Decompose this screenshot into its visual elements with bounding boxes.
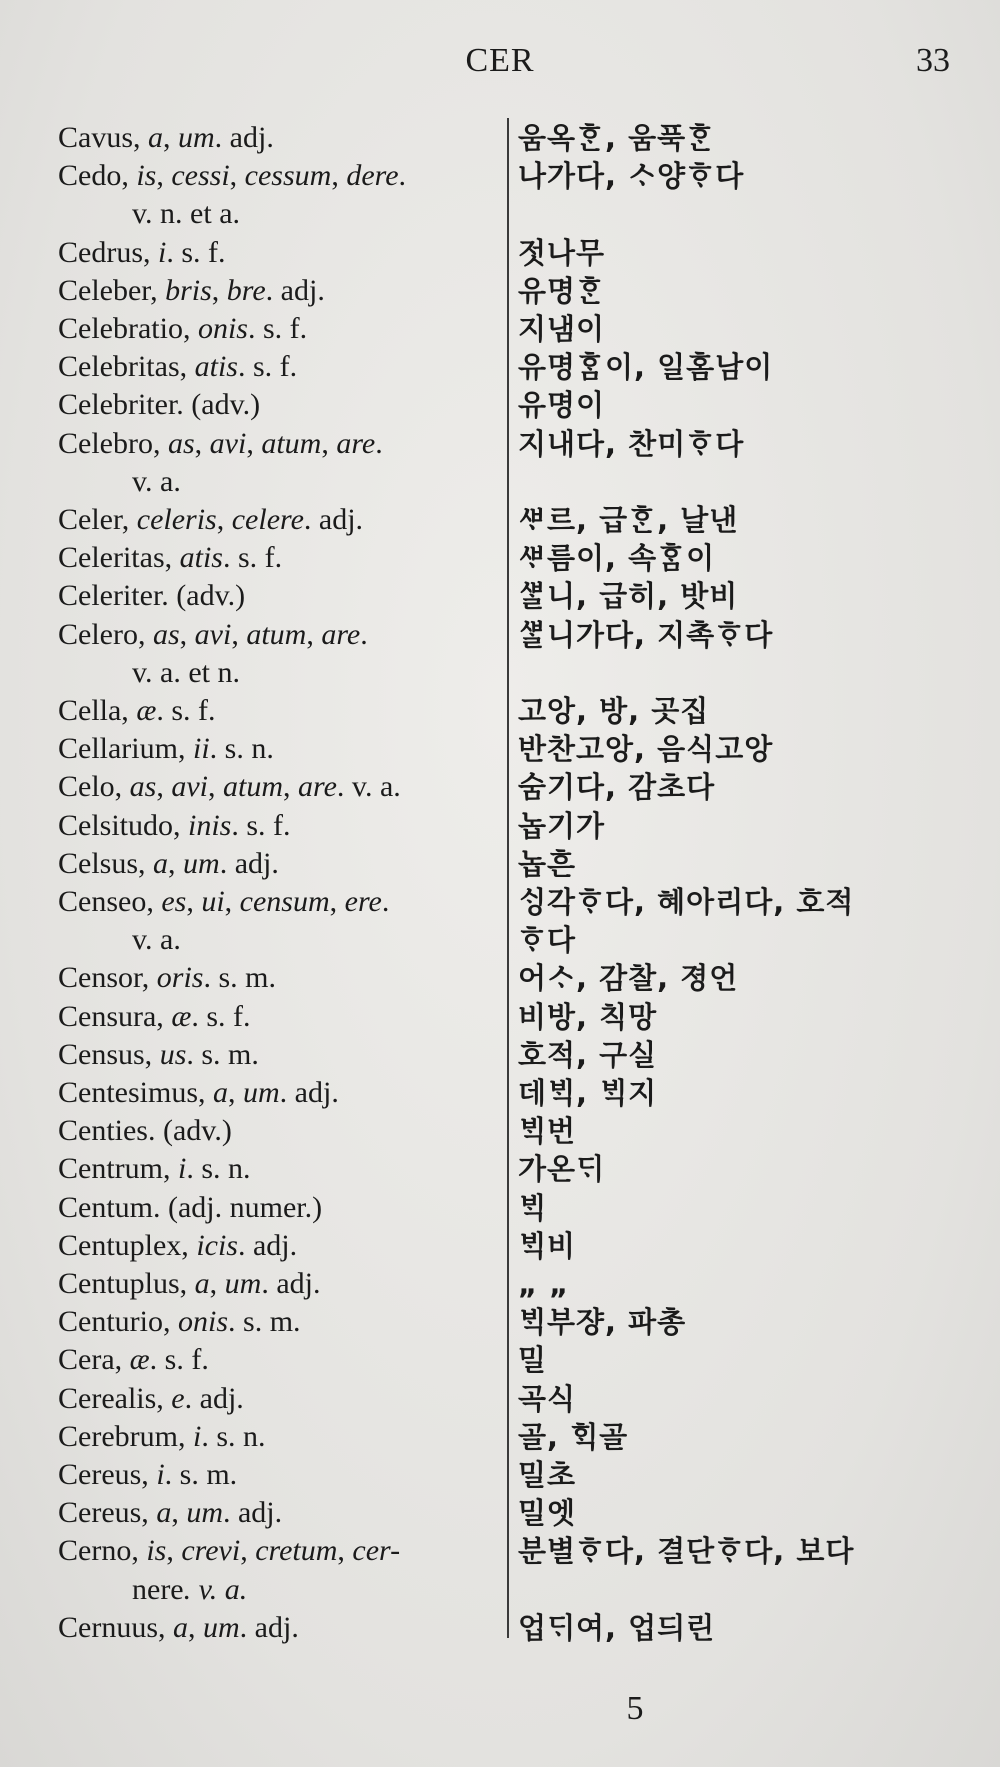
- latin-headword: [58, 958, 503, 998]
- page-number: 33: [916, 42, 950, 79]
- latin-text: ,: [211, 273, 227, 307]
- latin-text: . adj.: [279, 1076, 339, 1109]
- latin-inflection: are: [298, 770, 337, 804]
- latin-inflection: a: [153, 846, 169, 880]
- latin-text: Cera,: [58, 1343, 130, 1377]
- korean-definition: 데ᄇᆡᆨ, ᄇᆡᆨ지: [518, 1076, 658, 1110]
- latin-headword: [58, 156, 503, 196]
- latin-text: . adj.: [219, 846, 279, 880]
- latin-inflection: avi: [194, 617, 232, 651]
- latin-text: Centuplus,: [58, 1267, 195, 1300]
- latin-text: . s. f.: [166, 235, 226, 269]
- latin-inflection: um: [186, 1496, 223, 1530]
- latin-text: . s. m.: [203, 961, 276, 995]
- latin-headword: [58, 1455, 503, 1495]
- latin-text: Censeo,: [58, 885, 162, 918]
- latin-inflection: ii: [192, 732, 210, 766]
- latin-headword: [132, 462, 577, 502]
- latin-inflection: is: [146, 1534, 167, 1568]
- latin-inflection: atis: [179, 541, 223, 575]
- latin-text: . s. f.: [238, 350, 298, 384]
- korean-definition: 나가다, ᄉᆞ양ᄒᆞ다: [518, 159, 745, 194]
- latin-text: ,: [246, 426, 262, 460]
- latin-text: Cerealis,: [58, 1381, 172, 1415]
- latin-headword: [58, 538, 503, 578]
- entry-row: [0, 1302, 1000, 1342]
- latin-inflection: avi: [209, 426, 247, 460]
- latin-inflection: censum: [239, 885, 330, 918]
- latin-text: ,: [337, 1534, 353, 1568]
- latin-headword: [58, 1188, 503, 1228]
- latin-text: . s. f.: [247, 312, 308, 345]
- korean-definition: 분별ᄒᆞ다, 결단ᄒᆞ다, 보다: [518, 1534, 855, 1569]
- latin-text: . s. m.: [228, 1305, 301, 1339]
- latin-text: Cedrus,: [58, 235, 158, 269]
- latin-inflection: i: [192, 1419, 202, 1453]
- latin-text: ,: [216, 503, 232, 536]
- entry-row: [0, 653, 1000, 693]
- latin-inflection: æ: [136, 694, 157, 727]
- latin-text: . s. f.: [223, 541, 283, 575]
- latin-text: . adj.: [184, 1381, 244, 1415]
- latin-text: Centurio,: [58, 1305, 178, 1339]
- latin-headword: [58, 500, 503, 540]
- latin-headword: [58, 806, 503, 846]
- latin-headword: [132, 653, 577, 693]
- entry-row: [0, 1493, 1000, 1533]
- entry-row: [0, 1226, 1000, 1266]
- latin-headword: [58, 1264, 503, 1304]
- korean-definition: 가온ᄃᆡ: [518, 1152, 606, 1187]
- latin-text: Celebro,: [58, 426, 168, 460]
- latin-headword: [58, 1608, 503, 1648]
- latin-text: Celebriter. (adv.): [58, 388, 261, 422]
- latin-inflection: onis: [178, 1305, 229, 1339]
- latin-text: . adj.: [239, 1610, 299, 1644]
- latin-text: ,: [166, 1534, 182, 1568]
- latin-inflection: atis: [194, 350, 238, 384]
- latin-text: ,: [240, 1534, 256, 1568]
- korean-definition: ᄲᆞᆯ니, 급히, 밧비: [518, 579, 739, 614]
- latin-inflection: i: [156, 1458, 165, 1491]
- korean-definition: „ „: [518, 1267, 570, 1301]
- latin-headword: [58, 347, 503, 387]
- latin-text: ,: [306, 617, 322, 651]
- latin-text: . adj.: [222, 1496, 283, 1530]
- korean-definition: ᄲᆞᆯ니가다, 지촉ᄒᆞ다: [518, 617, 774, 652]
- latin-text: Centesimus,: [58, 1076, 213, 1109]
- korean-definition: ᄇᆡᆨ번: [518, 1114, 577, 1149]
- latin-headword: [58, 1149, 503, 1189]
- latin-headword: [58, 691, 503, 731]
- latin-headword: [58, 1417, 503, 1457]
- latin-text: Celsus,: [58, 846, 154, 880]
- latin-headword: [58, 1302, 503, 1342]
- korean-definition: 놉흔: [518, 846, 577, 881]
- latin-headword: [58, 882, 503, 922]
- signature-number: 5: [626, 1690, 644, 1727]
- entry-row: [0, 920, 1000, 960]
- latin-text: Celeritas,: [58, 541, 180, 575]
- entry-row: [0, 767, 1000, 807]
- latin-text: Cereus,: [58, 1458, 157, 1491]
- entry-row: [0, 385, 1000, 425]
- latin-text: . s. f.: [149, 1343, 209, 1377]
- latin-text: Celer,: [58, 503, 137, 536]
- latin-inflection: dere: [346, 159, 399, 193]
- latin-text: Cella,: [58, 694, 137, 727]
- latin-text: Centum. (adj. numer.): [58, 1190, 323, 1224]
- latin-text: .: [375, 426, 383, 460]
- latin-text: . s. f.: [231, 808, 291, 842]
- latin-text: ,: [156, 770, 172, 804]
- korean-definition: 밀: [518, 1343, 548, 1378]
- latin-headword: [58, 615, 503, 655]
- latin-inflection: inis: [188, 808, 232, 842]
- entry-row: [0, 844, 1000, 884]
- latin-text: Centies. (adv.): [58, 1114, 232, 1148]
- latin-inflection: icis: [196, 1228, 238, 1262]
- latin-inflection: a: [148, 121, 163, 154]
- latin-inflection: a: [213, 1076, 228, 1109]
- latin-inflection: oris: [156, 961, 204, 995]
- latin-text: Cellarium,: [58, 732, 193, 766]
- korean-definition: 놉기가: [518, 808, 606, 843]
- latin-text: . s. m.: [164, 1458, 238, 1491]
- latin-inflection: ere: [344, 885, 382, 918]
- korean-definition: ᄇᆡᆨ비: [518, 1228, 577, 1263]
- latin-text: Censura,: [58, 999, 172, 1033]
- entry-row: [0, 309, 1000, 349]
- latin-inflection: i: [158, 235, 167, 269]
- korean-definition: ᄲᆞ르, 급ᄒᆞᆫ, 날낸: [518, 503, 739, 537]
- latin-inflection: . v. a.: [183, 1572, 248, 1606]
- latin-inflection: æ: [129, 1343, 150, 1377]
- latin-text: Celebritas,: [58, 350, 195, 384]
- latin-text: ,: [188, 1610, 203, 1644]
- latin-inflection: cessi: [171, 159, 230, 193]
- latin-headword: [58, 1111, 503, 1151]
- latin-text: . s. n.: [186, 1152, 251, 1186]
- latin-headword: [58, 1226, 503, 1266]
- latin-text: v. a. et n.: [132, 655, 241, 689]
- entry-row: [0, 615, 1000, 655]
- latin-text: Celo,: [58, 770, 130, 804]
- korean-definition: ᄇᆡᆨ: [518, 1190, 548, 1225]
- entry-row: [0, 1264, 1000, 1304]
- entry-row: [0, 500, 1000, 540]
- latin-inflection: um: [243, 1076, 280, 1109]
- korean-definition: 비방, 칙망: [518, 999, 658, 1034]
- latin-text: ,: [283, 770, 299, 804]
- entry-row: [0, 1149, 1000, 1189]
- latin-headword: [58, 1531, 503, 1571]
- latin-text: ,: [228, 1076, 243, 1109]
- latin-inflection: um: [183, 846, 220, 880]
- latin-inflection: um: [203, 1610, 240, 1644]
- korean-definition: 유명이: [518, 388, 606, 423]
- latin-text: ,: [208, 770, 224, 804]
- entry-row: [0, 271, 1000, 311]
- korean-definition: 숨기다, 감초다: [518, 770, 716, 805]
- entry-row: [0, 576, 1000, 616]
- latin-inflection: ui: [201, 885, 225, 918]
- latin-text: ,: [331, 159, 347, 193]
- latin-text: Censor,: [58, 961, 157, 995]
- latin-inflection: as: [167, 426, 195, 460]
- korean-definition: 업ᄃᆡ여, 업듸린: [518, 1610, 716, 1645]
- latin-inflection: is: [136, 159, 157, 193]
- entry-row: [0, 958, 1000, 998]
- latin-text: .: [381, 885, 390, 918]
- latin-inflection: atum: [246, 617, 307, 651]
- latin-text: . v. a.: [336, 770, 401, 804]
- latin-headword: [58, 118, 503, 158]
- latin-text: . s. m.: [186, 1037, 259, 1071]
- entry-row: [0, 1531, 1000, 1571]
- latin-inflection: bre: [226, 273, 266, 307]
- latin-text: ,: [179, 617, 195, 651]
- latin-inflection: atum: [261, 426, 322, 460]
- latin-text: nere: [132, 1572, 184, 1606]
- latin-text: Cerno,: [58, 1534, 147, 1568]
- latin-text: ,: [171, 1496, 187, 1530]
- latin-text: v. n. et a.: [132, 197, 241, 231]
- latin-text: Census,: [58, 1037, 160, 1071]
- entry-row: [0, 997, 1000, 1037]
- latin-text: ,: [229, 159, 245, 193]
- entry-row: [0, 1417, 1000, 1457]
- latin-text: ,: [194, 426, 210, 460]
- entry-row: [0, 1379, 1000, 1419]
- latin-text: Celero,: [58, 617, 153, 651]
- latin-inflection: æ: [171, 999, 192, 1033]
- latin-text: ,: [168, 846, 184, 880]
- latin-text: Cereus,: [58, 1496, 157, 1530]
- latin-text: . s. f.: [156, 694, 216, 727]
- latin-inflection: onis: [197, 312, 248, 345]
- entry-row: [0, 729, 1000, 769]
- latin-headword: [132, 920, 577, 960]
- latin-headword: [58, 997, 503, 1037]
- latin-inflection: cretum: [255, 1534, 338, 1568]
- latin-text: Centrum,: [58, 1152, 178, 1186]
- latin-text: . adj.: [261, 1267, 321, 1300]
- latin-inflection: um: [178, 121, 215, 154]
- korean-definition: 지냄이: [518, 312, 606, 346]
- latin-text: .: [360, 617, 368, 651]
- korean-definition: 어ᄉᆞ, 감찰, 졍언: [518, 961, 739, 996]
- latin-headword: [58, 844, 503, 884]
- korean-definition: ᄉᆡᆼ각ᄒᆞ다, 혜아리다, 호적: [518, 885, 855, 919]
- latin-inflection: are: [336, 426, 376, 460]
- latin-inflection: atum: [223, 770, 284, 804]
- latin-headword: [58, 767, 503, 807]
- entry-row: [0, 691, 1000, 731]
- latin-text: ,: [329, 885, 345, 918]
- latin-inflection: avi: [171, 770, 209, 804]
- latin-inflection: cessum: [244, 159, 332, 193]
- latin-headword: [58, 1340, 503, 1380]
- korean-definition: ᄇᆡᆨ부쟝, 파총: [518, 1305, 687, 1340]
- latin-text: . s. n.: [201, 1419, 266, 1453]
- latin-inflection: e: [171, 1381, 185, 1415]
- entry-row: [0, 1570, 1000, 1610]
- entry-row: [0, 1340, 1000, 1380]
- latin-inflection: bris: [165, 273, 212, 307]
- latin-inflection: us: [159, 1037, 187, 1071]
- entry-row: [0, 1608, 1000, 1648]
- latin-headword: [132, 194, 577, 234]
- latin-inflection: a: [194, 1267, 210, 1300]
- latin-text: . adj.: [214, 121, 274, 154]
- latin-inflection: crevi: [181, 1534, 241, 1568]
- entry-row: [0, 1073, 1000, 1113]
- latin-inflection: es: [161, 885, 187, 918]
- latin-inflection: i: [178, 1152, 187, 1186]
- latin-headword: [58, 729, 503, 769]
- entry-row: [0, 1111, 1000, 1151]
- latin-text: ,: [163, 121, 178, 154]
- latin-headword: [58, 1493, 503, 1533]
- latin-inflection: are: [321, 617, 361, 651]
- latin-text: . s. n.: [209, 732, 274, 766]
- entry-row: [0, 347, 1000, 387]
- latin-headword: [58, 576, 503, 616]
- entry-row: [0, 1188, 1000, 1228]
- latin-headword: [132, 1570, 577, 1610]
- korean-definition: 고앙, 방, 곳집: [518, 694, 710, 728]
- latin-text: Celsitudo,: [58, 808, 189, 842]
- latin-text: . adj.: [303, 503, 364, 536]
- latin-headword: [58, 309, 503, 349]
- latin-text: Celeber,: [58, 273, 166, 307]
- latin-inflection: cer-: [352, 1534, 401, 1568]
- latin-text: . adj.: [265, 273, 325, 307]
- latin-text: ,: [231, 617, 247, 651]
- entry-row: [0, 1455, 1000, 1495]
- latin-inflection: a: [156, 1496, 172, 1530]
- latin-text: .: [398, 159, 407, 193]
- latin-text: ,: [209, 1267, 225, 1300]
- latin-text: v. a.: [132, 923, 181, 957]
- entry-row: [0, 194, 1000, 234]
- latin-text: ,: [224, 885, 240, 918]
- latin-headword: [58, 1073, 503, 1113]
- korean-definition: 유명ᄒᆞᆫ: [518, 273, 606, 308]
- korean-definition: 움옥ᄒᆞᆫ, 움푹ᄒᆞᆫ: [518, 121, 716, 155]
- latin-text: . adj.: [237, 1228, 298, 1262]
- korean-definition: 골, ᄒᆡᆨ골: [518, 1419, 629, 1454]
- latin-text: Cerebrum,: [58, 1419, 193, 1453]
- entry-row: [0, 538, 1000, 578]
- latin-text: Cedo,: [58, 159, 137, 193]
- latin-text: . s. f.: [191, 999, 251, 1033]
- entry-row: [0, 806, 1000, 846]
- page-header-title: CER: [465, 42, 535, 79]
- latin-headword: [58, 1035, 503, 1075]
- latin-inflection: as: [129, 770, 157, 804]
- entry-row: [0, 1035, 1000, 1075]
- latin-headword: [58, 424, 503, 464]
- latin-text: Celebratio,: [58, 312, 198, 345]
- korean-definition: 호적, 구실: [518, 1037, 658, 1072]
- entry-row: [0, 424, 1000, 464]
- latin-text: Celeriter. (adv.): [58, 579, 246, 613]
- entry-row: [0, 156, 1000, 196]
- korean-definition: 반찬고앙, 음식고앙: [518, 732, 774, 767]
- latin-text: Cernuus,: [58, 1610, 173, 1644]
- latin-headword: [58, 271, 503, 311]
- korean-definition: 지내다, 찬미ᄒᆞ다: [518, 426, 745, 461]
- latin-text: ,: [186, 885, 202, 918]
- latin-text: Centuplex,: [58, 1228, 197, 1262]
- latin-inflection: um: [224, 1267, 262, 1300]
- korean-definition: ᄒᆞ다: [518, 923, 577, 958]
- entry-row: [0, 233, 1000, 273]
- korean-definition: 곡식: [518, 1381, 577, 1416]
- latin-inflection: as: [152, 617, 180, 651]
- latin-headword: [58, 233, 503, 273]
- latin-text: Cavus,: [58, 121, 148, 154]
- korean-definition: ᄲᆞ름이, 속ᄒᆞᆷ이: [518, 541, 716, 576]
- korean-definition: 젓나무: [518, 235, 606, 270]
- latin-inflection: celere: [231, 503, 304, 536]
- latin-inflection: a: [173, 1610, 188, 1644]
- latin-headword: [58, 385, 503, 425]
- korean-definition: 밀엣: [518, 1496, 577, 1531]
- latin-inflection: celeris: [136, 503, 217, 536]
- latin-text: ,: [321, 426, 337, 460]
- latin-text: ,: [156, 159, 172, 193]
- korean-definition: 유명ᄒᆞᆷ이, 일홈남이: [518, 350, 774, 385]
- entry-row: [0, 118, 1000, 158]
- entry-row: [0, 462, 1000, 502]
- entry-row: [0, 882, 1000, 922]
- latin-headword: [58, 1379, 503, 1419]
- korean-definition: 밀초: [518, 1458, 577, 1492]
- latin-text: v. a.: [132, 464, 181, 498]
